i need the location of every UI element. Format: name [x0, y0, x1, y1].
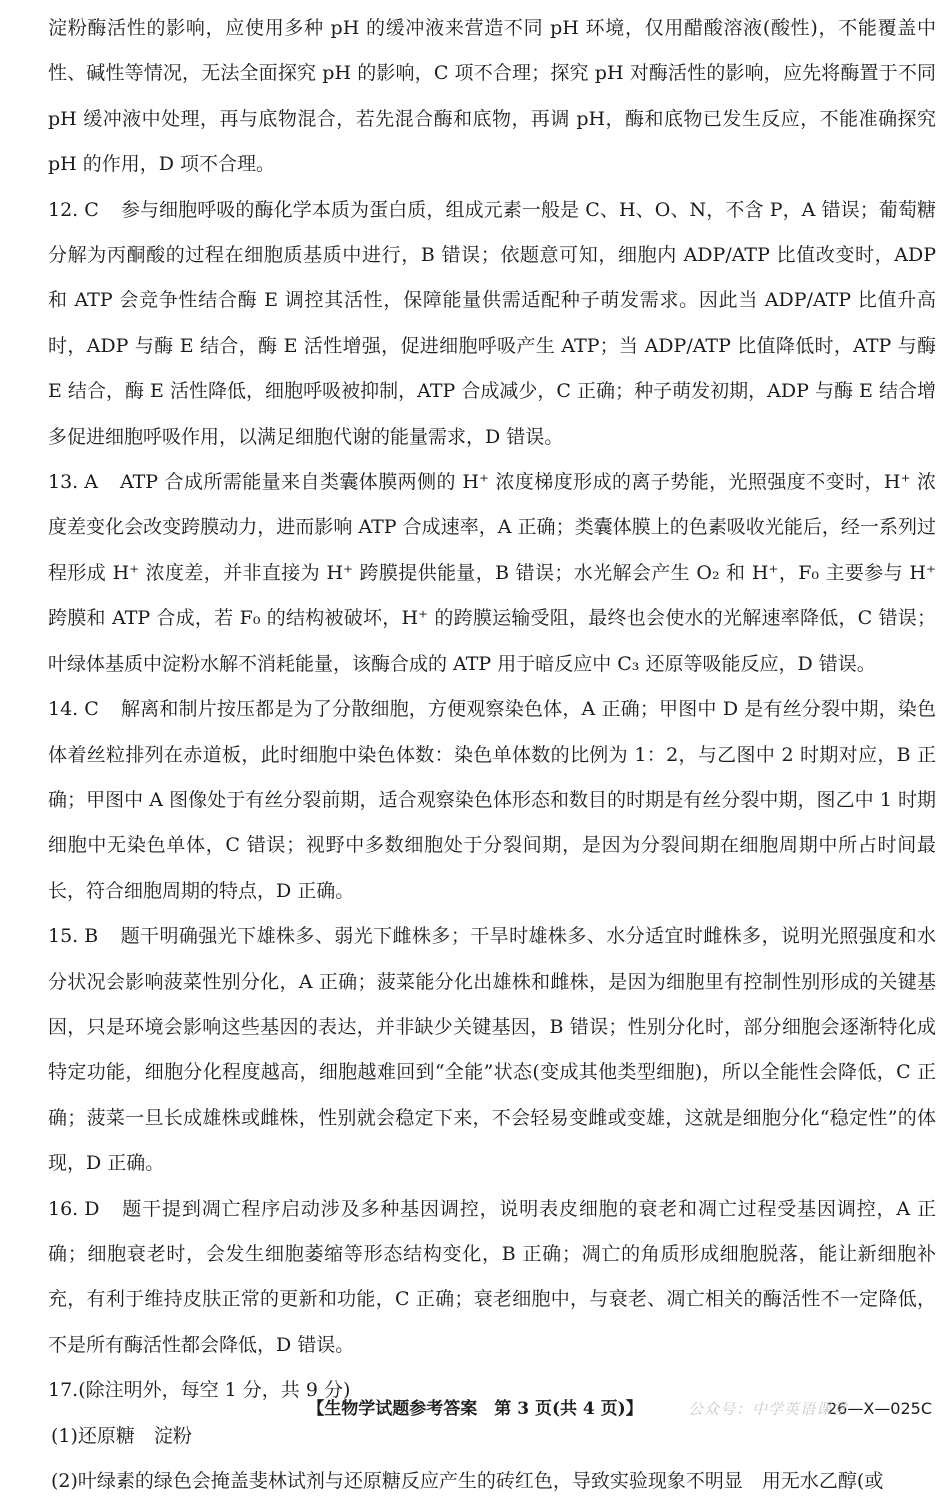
question-number: 14. [48, 698, 79, 721]
question-17-header: 17.(除注明外，每空 1 分，共 9 分) [48, 1379, 351, 1402]
question-17-part-2: (2)叶绿素的绿色会掩盖斐林试剂与还原糖反应产生的砖红色，导致实验现象不明显 用无水乙醇(或 [51, 1470, 884, 1492]
intro-paragraph: 淀粉酶活性的影响，应使用多种 pH 的缓冲液来营造不同 pH 环境，仅用醋酸溶液(酸性)，不能覆盖中性、碱性等情况，无法全面探究 pH 的影响，C 项不合理；探究 pH 对酶活性的影响，应先将酶置于不同 pH 缓冲液中处理，再与底物混合，若先混合酶和底物，再调 pH，酶和底物已发生反应，不能准确探究 pH 的作用，D 项不合理。 [48, 17, 936, 176]
answer-entry-14 [48, 687, 936, 914]
answer-content [48, 6, 936, 1504]
answer-entry-12 [48, 188, 936, 460]
answer-letter: C [84, 198, 99, 221]
question-number: 16. [48, 1197, 79, 1220]
exam-code: 26—X—025C [826, 1399, 932, 1418]
answer-entry-13 [48, 460, 936, 687]
answer-letter: D [84, 1197, 100, 1220]
explanation-text: 解离和制片按压都是为了分散细胞，方便观察染色体，A 正确；甲图中 D 是有丝分裂中期，染色体着丝粒排列在赤道板，此时细胞中染色体数：染色单体数的比例为 1：2，与乙图中 2 时期对应，B 正确；甲图中 A 图像处于有丝分裂前期，适合观察染色体形态和数目的时期是有丝分裂中期，图乙中 1 时期细胞中无染色单体，C 错误；视野中多数细胞处于分裂间期，是因为分裂间期在细胞周期中所占时间最长，符合细胞周期的特点，D 正确。 [48, 698, 936, 902]
question-17-part-1: (1)还原糖 淀粉 [51, 1424, 192, 1447]
explanation-text: 题干提到凋亡程序启动涉及多种基因调控，说明表皮细胞的衰老和凋亡过程受基因调控，A 正确；细胞衰老时，会发生细胞萎缩等形态结构变化，B 正确；凋亡的角质形成细胞脱落，能让新细胞补充，有利于维持皮肤正常的更新和功能，C 正确；衰老细胞中，与衰老、凋亡相关的酶活性不一定降低，不是所有酶活性都会降低，D 错误。 [48, 1197, 936, 1356]
explanation-text: 题干明确强光下雄株多、弱光下雌株多；干旱时雄株多、水分适宜时雌株多，说明光照强度和水分状况会影响菠菜性别分化，A 正确；菠菜能分化出雄株和雌株，是因为细胞里有控制性别形成的关键基因，只是环境会影响这些基因的表达，并非缺少关键基因，B 错误；性别分化时，部分细胞会逐渐特化成特定功能，细胞分化程度越高，细胞越难回到“全能”状态(变成其他类型细胞)，所以全能性会降低，C 正确；菠菜一旦长成雄株或雌株，性别就会稳定下来，不会轻易变雌或变雄，这就是细胞分化“稳定性”的体现，D 正确。 [48, 925, 936, 1175]
answer-entry-15 [48, 914, 936, 1186]
watermark-text: 公众号：中学英语课堂 [688, 1400, 849, 1418]
answer-entry-16 [48, 1187, 936, 1369]
answer-letter: C [84, 698, 99, 721]
answer-letter: A [84, 471, 98, 494]
question-number: 15. [48, 925, 79, 948]
footer-title: 【生物学试题参考答案 第 3 页(共 4 页)】 [307, 1399, 643, 1419]
explanation-text: 参与细胞呼吸的酶化学本质为蛋白质，组成元素一般是 C、H、O、N，不含 P，A 错误；葡萄糖分解为丙酮酸的过程在细胞质基质中进行，B 错误；依题意可知，细胞内 ADP/ATP 比值改变时，ADP 和 ATP 会竞争性结合酶 E 调控其活性，保障能量供需适配种子萌发需求。因此当 ADP/ATP 比值升高时，ADP 与酶 E 结合，酶 E 活性增强，促进细胞呼吸产生 ATP；当 ADP/ATP 比值降低时，ATP 与酶 E 结合，酶 E 活性降低，细胞呼吸被抑制，ATP 合成减少，C 正确；种子萌发初期，ADP 与酶 E 结合增多促进细胞呼吸作用，以满足细胞代谢的能量需求，D 错误。 [48, 198, 936, 448]
question-number: 13. [48, 471, 79, 494]
explanation-text: ATP 合成所需能量来自类囊体膜两侧的 H⁺ 浓度梯度形成的离子势能，光照强度不变时，H⁺ 浓度差变化会改变跨膜动力，进而影响 ATP 合成速率，A 正确；类囊体膜上的色素吸收光能后，经一系列过程形成 H⁺ 浓度差，并非直接为 H⁺ 跨膜提供能量，B 错误；水光解会产生 O₂ 和 H⁺，F₀ 主要参与 H⁺ 跨膜和 ATP 合成，若 F₀ 的结构被破坏，H⁺ 的跨膜运输受阻，最终也会使水的光解速率降低，C 错误；叶绿体基质中淀粉水解不消耗能量，该酶合成的 ATP 用于暗反应中 C₃ 还原等吸能反应，D 错误。 [48, 471, 936, 675]
question-number: 12. [48, 198, 79, 221]
answer-letter: B [84, 925, 99, 948]
